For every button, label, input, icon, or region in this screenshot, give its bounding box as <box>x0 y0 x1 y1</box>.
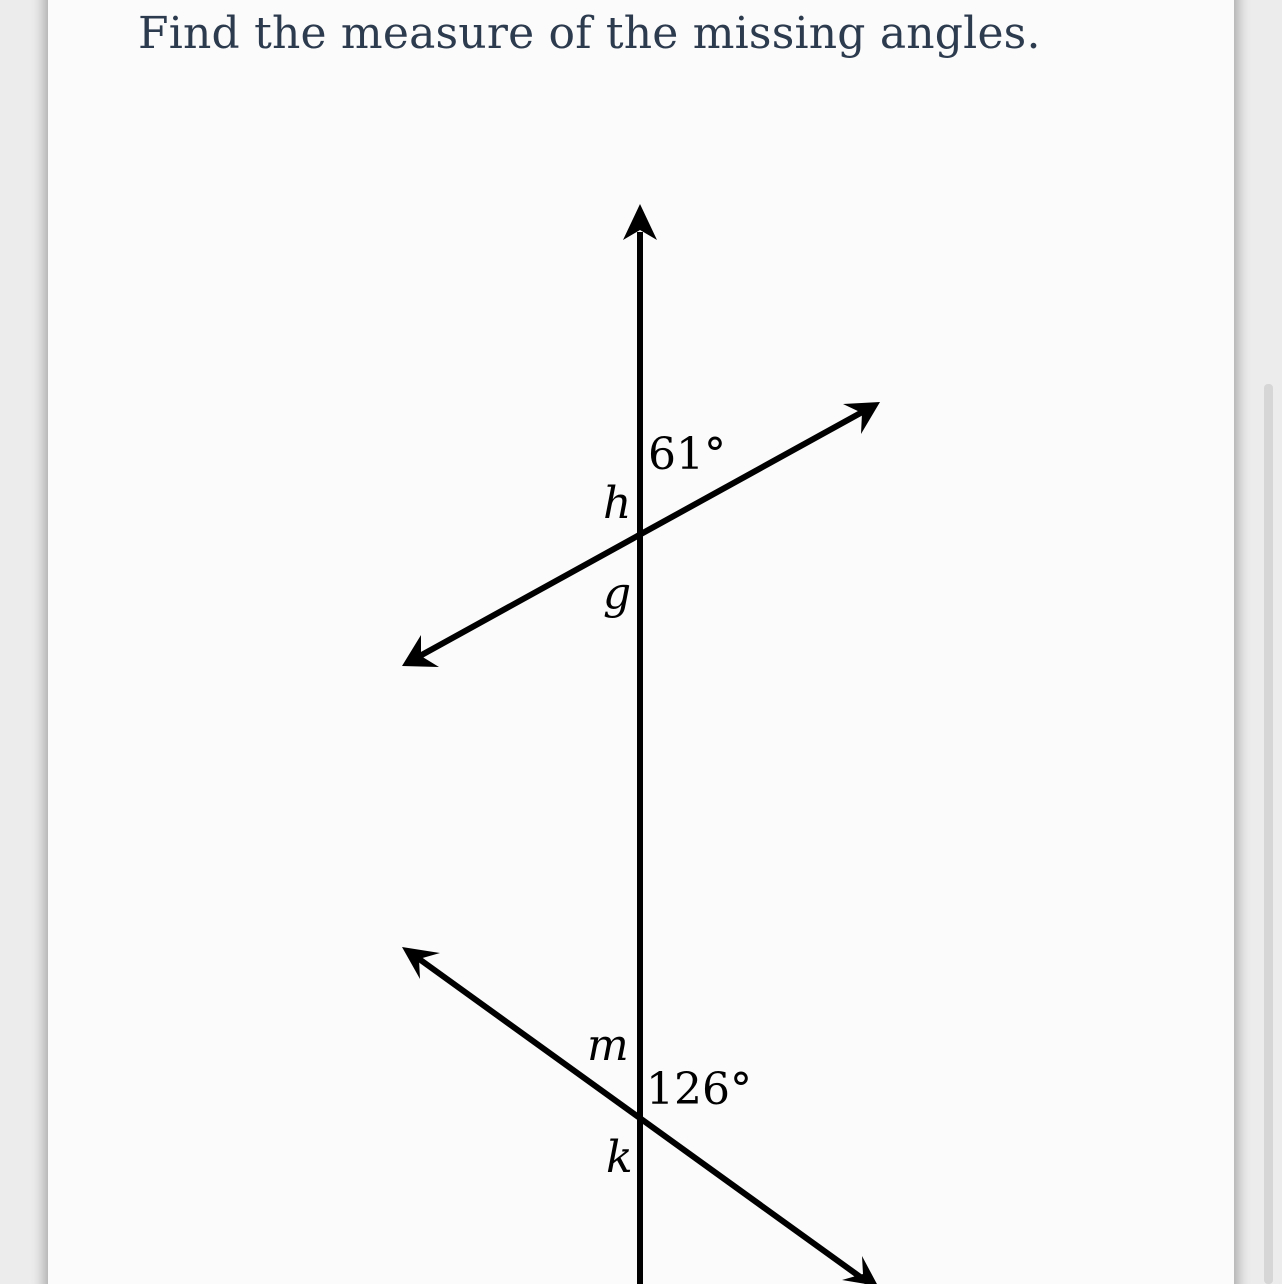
question-prompt: Find the measure of the missing angles. <box>138 8 1041 59</box>
angle-label-61: 61° <box>648 429 726 480</box>
variable-label-k: k <box>606 1132 633 1183</box>
angle-label-126: 126° <box>646 1064 752 1115</box>
variable-label-m: m <box>587 1020 629 1071</box>
variable-label-g: g <box>603 568 632 619</box>
variable-label-h: h <box>603 478 632 529</box>
scrollbar[interactable] <box>1264 384 1273 1284</box>
